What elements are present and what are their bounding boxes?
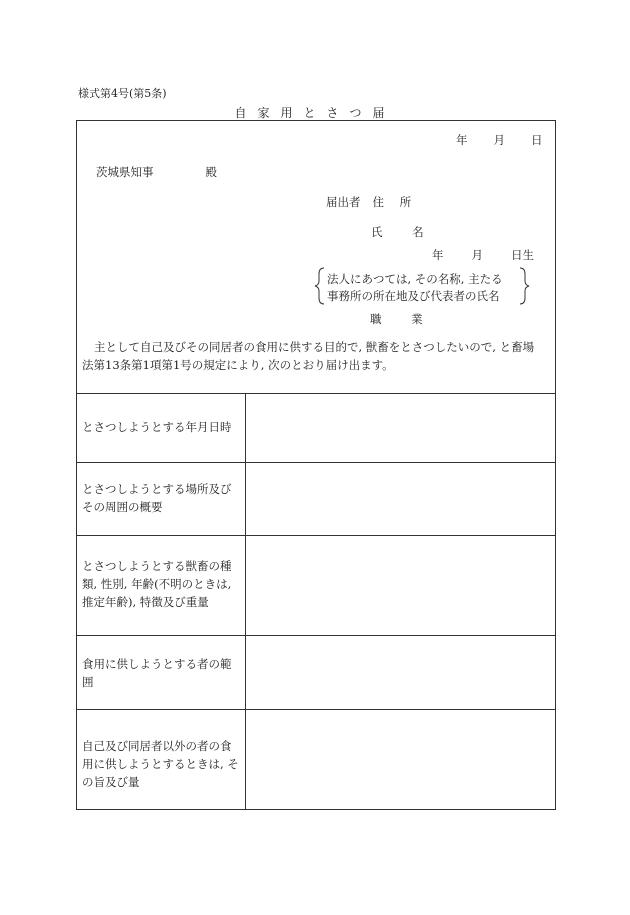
name-label: 氏 名: [371, 225, 437, 239]
row-label-slaughter-datetime: とさつしようとする年月日時: [82, 420, 232, 434]
statement-line1: 主として自己及びその同居者の食用に供する目的で, 獣畜をとさつしたいので, と畜場: [94, 340, 535, 354]
form-number: 様式第4号(第5条): [78, 87, 167, 100]
row-label-animal-details: とさつしようとする獣畜の種類, 性別, 年齢(不明のときは, 推定年齢), 特徴及び重量: [82, 559, 232, 609]
birth-year-label: 年: [432, 248, 444, 262]
statement-line2: 法第13条第1項第1号の規定により, 次のとおり届け出ます。: [82, 358, 394, 372]
value-cell-other-consumers[interactable]: [246, 710, 555, 809]
value-cell-animal-details[interactable]: [246, 536, 555, 635]
row-label-other-consumers: 自己及び同居者以外の者の食用に供しようとするときは, その旨及び量: [82, 739, 239, 789]
value-cell-slaughter-datetime[interactable]: [246, 394, 555, 462]
birth-date: [432, 247, 534, 263]
address-label: 住 所: [372, 195, 418, 209]
value-cell-consumer-scope[interactable]: [246, 636, 555, 709]
occupation-label: 職 業: [370, 312, 436, 326]
corp-note-line2: 事務所の所在地及び代表者の氏名: [327, 289, 500, 303]
honorific: 殿: [205, 165, 217, 179]
date-month-label: 月: [493, 133, 505, 147]
date-day-label: 日: [531, 133, 543, 147]
birth-day-label: 日生: [511, 248, 534, 262]
addressee: [96, 164, 217, 180]
date-year-label: 年: [456, 133, 468, 147]
row-label-slaughter-place: とさつしようとする場所及びその周囲の概要: [82, 482, 232, 514]
row-label-consumer-scope: 食用に供しようとする者の範囲: [82, 657, 232, 689]
applicant-address-row: [326, 194, 417, 210]
submission-date: [456, 132, 543, 148]
birth-month-label: 月: [471, 248, 483, 262]
value-cell-slaughter-place[interactable]: [246, 463, 555, 535]
addressee-name: 茨城県知事: [96, 165, 154, 179]
form-title: 自家用とさつ届: [234, 106, 396, 120]
corp-note-line1: 法人にあつては, その名称, 主たる: [327, 272, 503, 286]
applicant-label: 届出者: [326, 195, 361, 209]
